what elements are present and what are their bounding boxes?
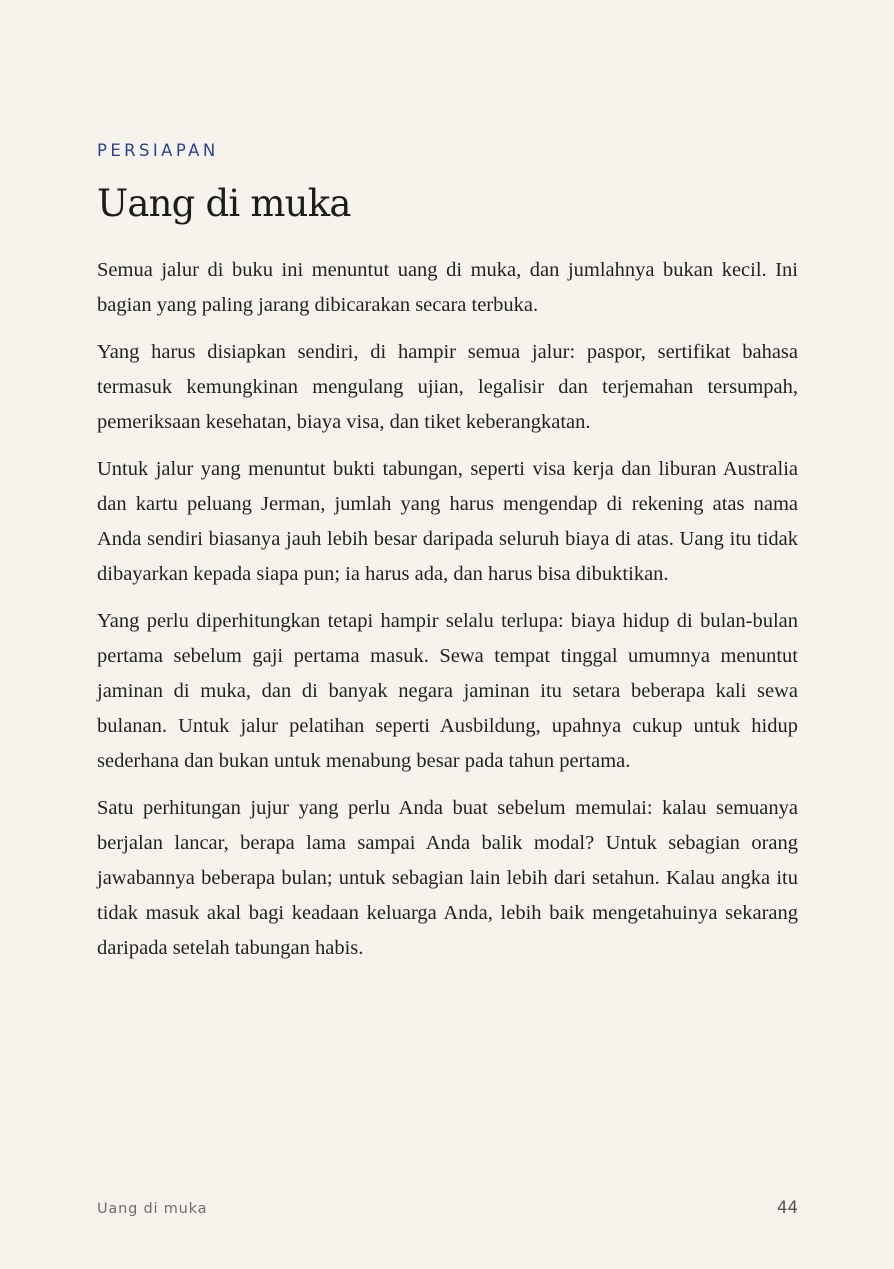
paragraph: Yang perlu diperhitungkan tetapi hampir selalu terlupa: biaya hidup di bulan-bulan pertama sebelum gaji pertama masuk. Sewa tempat tinggal umumnya menuntut jaminan di muka, dan di banyak negara jaminan itu setara beberapa kali sewa bulanan. Untuk jalur pelatihan seperti Ausbildung, upahnya cukup untuk hidup sederhana dan bukan untuk menabung besar pada tahun pertama. [97, 610, 798, 772]
paragraph: Yang harus disiapkan sendiri, di hampir semua jalur: paspor, sertifikat bahasa termasuk kemungkinan mengulang ujian, legalisir dan terjemahan tersumpah, pemeriksaan kesehatan, biaya visa, dan tiket keberangkatan. [97, 341, 798, 433]
paragraph: Satu perhitungan jujur yang perlu Anda buat sebelum memulai: kalau semuanya berjalan lancar, berapa lama sampai Anda balik modal? Untuk sebagian orang jawabannya beberapa bulan; untuk sebagian lain lebih dari setahun. Kalau angka itu tidak masuk akal bagi keadaan keluarga Anda, lebih baik mengetahuinya sekarang daripada setelah tabungan habis. [97, 797, 798, 959]
body-text [97, 253, 798, 978]
book-page [97, 0, 798, 1269]
page-number: 44 [777, 1198, 798, 1217]
paragraph: Untuk jalur yang menuntut bukti tabungan, seperti visa kerja dan liburan Australia dan kartu peluang Jerman, jumlah yang harus mengendap di rekening atas nama Anda sendiri biasanya jauh lebih besar daripada seluruh biaya di atas. Uang itu tidak dibayarkan kepada siapa pun; ia harus ada, dan harus bisa dibuktikan. [97, 458, 798, 585]
page-title: Uang di muka [97, 182, 351, 225]
section-label: PERSIAPAN [97, 141, 219, 160]
running-footer-title: Uang di muka [97, 1201, 208, 1217]
paragraph: Semua jalur di buku ini menuntut uang di muka, dan jumlahnya bukan kecil. Ini bagian yang paling jarang dibicarakan secara terbuka. [97, 259, 798, 316]
